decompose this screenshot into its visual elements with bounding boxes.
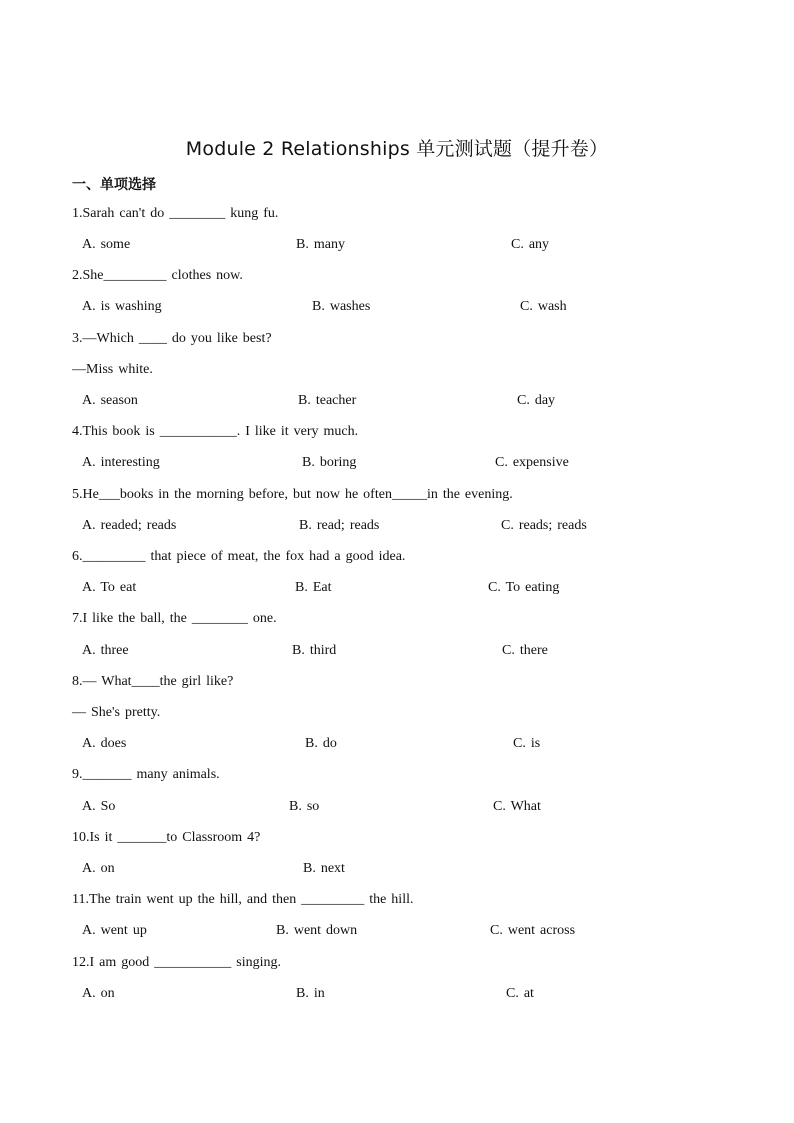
question-6-option-c: C. To eating bbox=[488, 580, 560, 595]
question-1-option-b: B. many bbox=[296, 237, 345, 252]
question-9-option-a: A. So bbox=[82, 799, 116, 814]
question-5-option-c: C. reads; reads bbox=[501, 518, 587, 533]
question-7-option-c: C. there bbox=[502, 643, 548, 658]
question-3-option-c: C. day bbox=[517, 393, 556, 408]
question-11-option-b: B. went down bbox=[276, 923, 358, 938]
question-4-option-b: B. boring bbox=[302, 455, 357, 470]
question-7-option-b: B. third bbox=[292, 643, 337, 658]
question-2-option-a: A. is washing bbox=[82, 299, 162, 314]
question-10-option-a: A. on bbox=[82, 861, 115, 876]
question-12-option-a: A. on bbox=[82, 986, 115, 1001]
question-8-option-c: C. is bbox=[513, 736, 541, 751]
question-2-option-b: B. washes bbox=[312, 299, 371, 314]
question-5-option-b: B. read; reads bbox=[299, 518, 380, 533]
question-6-stem: 6._________ that piece of meat, the fox had a good idea. bbox=[72, 549, 406, 564]
question-1-option-a: A. some bbox=[82, 237, 131, 252]
question-9-option-b: B. so bbox=[289, 799, 320, 814]
question-1-stem: 1.Sarah can't do ________ kung fu. bbox=[72, 206, 279, 221]
question-3-stem: 3.—Which ____ do you like best? bbox=[72, 331, 272, 346]
question-8-answer-line: — She's pretty. bbox=[72, 705, 161, 720]
question-12-option-c: C. at bbox=[506, 986, 534, 1001]
question-2-stem: 2.She_________ clothes now. bbox=[72, 268, 243, 283]
question-11-option-c: C. went across bbox=[490, 923, 576, 938]
question-10-option-b: B. next bbox=[303, 861, 345, 876]
question-4-option-c: C. expensive bbox=[495, 455, 569, 470]
question-9-stem: 9._______ many animals. bbox=[72, 767, 220, 782]
question-7-option-a: A. three bbox=[82, 643, 129, 658]
question-9-option-c: C. What bbox=[493, 799, 541, 814]
question-11-stem: 11.The train went up the hill, and then _________ the hill. bbox=[72, 892, 414, 907]
question-5-option-a: A. readed; reads bbox=[82, 518, 177, 533]
question-4-stem: 4.This book is ___________. I like it very much. bbox=[72, 424, 359, 439]
question-4-option-a: A. interesting bbox=[82, 455, 160, 470]
question-10-stem: 10.Is it _______to Classroom 4? bbox=[72, 830, 261, 845]
question-6-option-a: A. To eat bbox=[82, 580, 137, 595]
section-heading: 一、单项选择 bbox=[72, 177, 156, 193]
question-8-stem: 8.— What____the girl like? bbox=[72, 674, 234, 689]
question-12-option-b: B. in bbox=[296, 986, 325, 1001]
question-3-option-a: A. season bbox=[82, 393, 138, 408]
question-12-stem: 12.I am good ___________ singing. bbox=[72, 955, 281, 970]
question-3-answer-line: —Miss white. bbox=[72, 362, 153, 377]
question-5-stem: 5.He___books in the morning before, but now he often_____in the evening. bbox=[72, 487, 513, 502]
question-11-option-a: A. went up bbox=[82, 923, 147, 938]
question-3-option-b: B. teacher bbox=[298, 393, 357, 408]
page-title: Module 2 Relationships 单元测试题（提升卷） bbox=[185, 138, 609, 160]
question-8-option-a: A. does bbox=[82, 736, 127, 751]
question-1-option-c: C. any bbox=[511, 237, 550, 252]
question-7-stem: 7.I like the ball, the ________ one. bbox=[72, 611, 277, 626]
question-6-option-b: B. Eat bbox=[295, 580, 332, 595]
question-2-option-c: C. wash bbox=[520, 299, 567, 314]
question-8-option-b: B. do bbox=[305, 736, 337, 751]
